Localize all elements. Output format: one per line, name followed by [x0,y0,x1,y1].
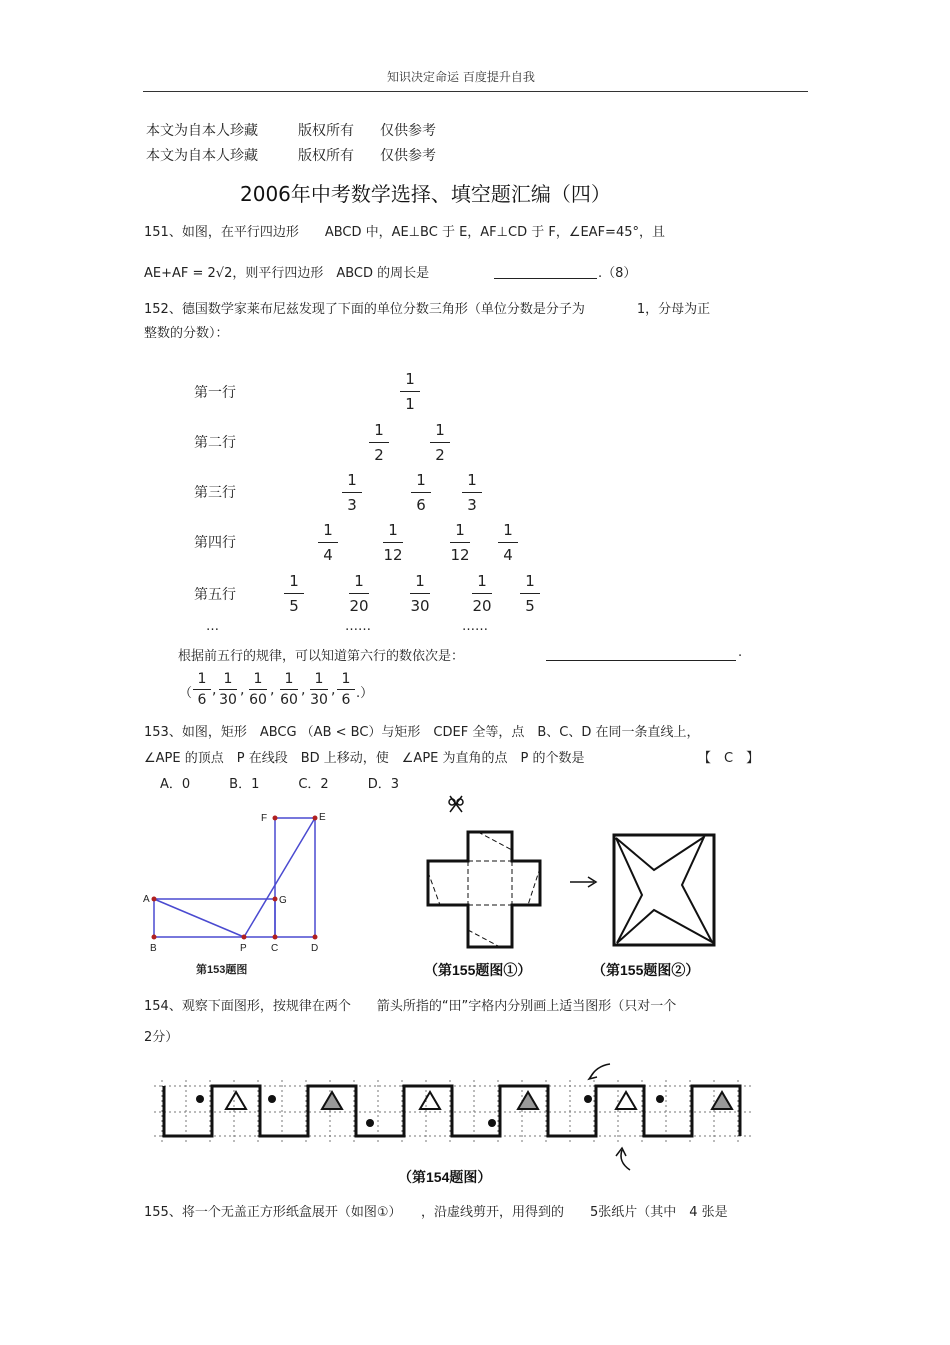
label-B: B [150,943,157,954]
q153-options: A．0 B．1 C．2 D．3 [160,777,399,792]
q151-line2: AE+AF = 2√2，则平行四边形 ABCD 的周长是 [144,266,430,281]
comma: , [331,682,336,698]
fraction: 1 1 [398,370,422,413]
fraction: 1 4 [496,521,520,564]
q153-answer: 【 C 】 [698,751,760,766]
comma: , [270,682,275,698]
comma: , [240,682,245,698]
answer-fraction: 1 60 [249,671,267,708]
ellipsis: …… [462,619,488,634]
row-label: 第三行 [194,485,236,501]
copyright-line-1 [146,120,436,140]
comma: , [301,682,306,698]
q152-answer-blank [546,660,736,661]
row-label: 第一行 [194,385,236,401]
copyright-text: 版权所有 [298,123,354,139]
q153-line2: ∠APE 的顶点 P 在线段 BD 上移动，使 ∠APE 为直角的点 P 的个数是 [144,751,585,766]
copyright-line-2 [146,145,436,165]
q151-line1: 151、如图，在平行四边形 ABCD 中，AE⊥BC 于 E，AF⊥CD 于 F，∠EAF=45°，且 [144,225,665,240]
fraction: 1 20 [349,572,369,615]
q154-line1: 154、观察下面图形，按规律在两个 箭头所指的“田”字格内分别画上适当图形（只对一个 [144,999,677,1014]
comma: , [212,682,217,698]
fig155-caption-2: （第155题图②） [592,962,700,978]
fig155-caption-1: （第155题图①） [424,962,532,978]
fig153-caption: 第153题图 [196,964,248,976]
header-rule [143,91,808,92]
copyright-text: 本文为自本人珍藏 [146,148,258,164]
fig154-caption: （第154题图） [398,1169,492,1185]
figure-154 [142,1058,762,1190]
fraction: 1 12 [383,521,403,564]
ellipsis: … [206,619,219,634]
q152-end: . [738,645,743,660]
row-label: 第二行 [194,435,236,451]
q151-answer: .（8） [598,266,637,281]
fraction: 1 2 [367,421,391,464]
figure-153 [140,805,340,980]
fraction: 1 30 [410,572,430,615]
copyright-text: 仅供参考 [380,148,436,164]
label-G: G [279,895,287,906]
fraction: 1 5 [518,572,542,615]
label-P: P [240,943,247,954]
page-title: 2006年中考数学选择、填空题汇编（四） [240,182,611,206]
figure-155 [420,790,740,985]
fraction: 1 12 [450,521,470,564]
copyright-text: 版权所有 [298,148,354,164]
fraction: 1 6 [409,471,433,514]
answer-fraction: 1 30 [310,671,328,708]
fraction: 1 2 [428,421,452,464]
row-label: 第五行 [194,587,236,603]
copyright-text: 本文为自本人珍藏 [146,123,258,139]
q155-line1: 155、将一个无盖正方形纸盒展开（如图①） ，沿虚线剪开，用得到的 5张纸片（其中 4 张是 [144,1205,728,1220]
q152-answer-close: .） [356,686,374,701]
fraction: 1 5 [282,572,306,615]
fraction: 1 20 [472,572,492,615]
answer-fraction: 1 6 [192,671,212,708]
row-label: 第四行 [194,535,236,551]
q153-line1: 153、如图，矩形 ABCG （AB < BC）与矩形 CDEF 全等，点 B、C、D 在同一条直线上， [144,725,700,740]
q152-question: 根据前五行的规律，可以知道第六行的数依次是： [178,649,465,664]
q152-line1: 152、德国数学家莱布尼兹发现了下面的单位分数三角形（单位分数是分子为 1，分母为正 [144,302,711,317]
answer-fraction: 1 60 [280,671,298,708]
fraction: 1 4 [316,521,340,564]
label-A: A [143,894,150,905]
answer-fraction: 1 30 [219,671,237,708]
label-D: D [311,943,319,954]
q154-line2: 2分） [144,1030,179,1045]
fraction: 1 3 [460,471,484,514]
label-F: F [261,813,268,824]
ellipsis: …… [345,619,371,634]
answer-fraction: 1 6 [336,671,356,708]
q151-answer-blank [494,278,597,279]
q152-answer-open: （ [179,686,193,701]
page-header: 知识决定命运 百度提升自我 [387,70,535,84]
copyright-text: 仅供参考 [380,123,436,139]
label-C: C [271,943,279,954]
q152-line2: 整数的分数）： [144,326,229,341]
fraction: 1 3 [340,471,364,514]
label-E: E [319,812,326,823]
